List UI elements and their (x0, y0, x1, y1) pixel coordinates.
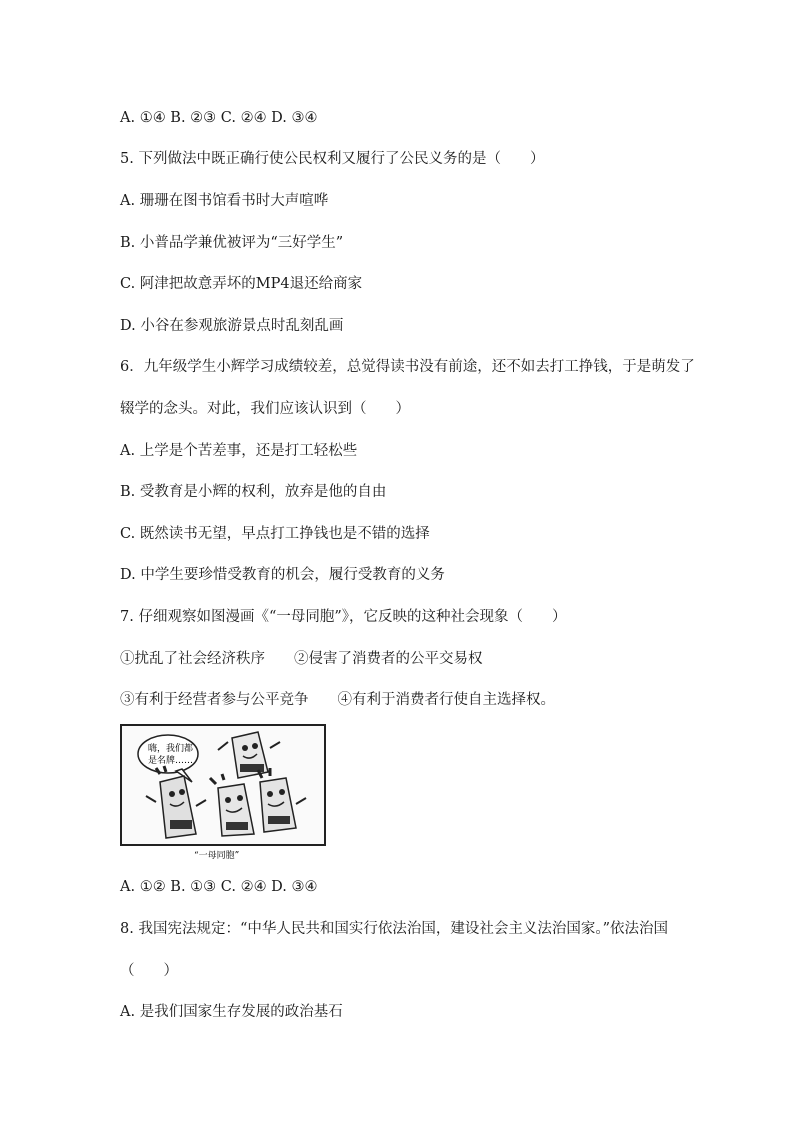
q6-stem-line1: 6．九年级学生小辉学习成绩较差，总觉得读书没有前途，还不如去打工挣钱，于是萌发了 (120, 359, 695, 375)
q5-option-c: C. 阿津把故意弄坏的MP4退还给商家 (120, 276, 363, 292)
q6-option-b: B. 受教育是小辉的权利，放弃是他的自由 (120, 484, 387, 500)
q5-stem: 5. 下列做法中既正确行使公民权利又履行了公民义务的是（ ） (120, 151, 545, 167)
q5-option-a: A. 珊珊在图书馆看书时大声喧哗 (120, 193, 329, 209)
speech-line-1: 嗨，我们都 (148, 744, 194, 754)
q6-stem-line2: 辍学的念头。对此，我们应该认识到（ ） (120, 401, 410, 417)
q7-options: A. ①② B. ①③ C. ②④ D. ③④ (120, 879, 318, 895)
cartoon-caption: “一母同胞” (194, 851, 240, 861)
q5-option-d: D. 小谷在参观旅游景点时乱刻乱画 (120, 318, 344, 334)
q8-stem-line1: 8. 我国宪法规定：“中华人民共和国实行依法治国，建设社会主义法治国家。”依法治国 (120, 921, 669, 937)
q8-stem-line2: （ ） (120, 963, 178, 979)
q7-statements-1: ①扰乱了社会经济秩序 ②侵害了消费者的公平交易权 (120, 651, 483, 667)
q7-statements-2: ③有利于经营者参与公平竞争 ④有利于消费者行使自主选择权。 (120, 692, 555, 708)
q4-options: A. ①④ B. ②③ C. ②④ D. ③④ (120, 110, 318, 126)
q7-stem: 7. 仔细观察如图漫画《“一母同胞”》，它反映的这种社会现象（ ） (120, 609, 567, 625)
q6-option-d: D. 中学生要珍惜受教育的机会，履行受教育的义务 (120, 567, 445, 583)
q5-option-b: B. 小普品学兼优被评为“三好学生” (120, 235, 344, 251)
q6-option-c: C. 既然读书无望，早点打工挣钱也是不错的选择 (120, 526, 430, 542)
q8-option-a: A. 是我们国家生存发展的政治基石 (120, 1004, 343, 1020)
cartoon-image (120, 724, 326, 864)
speech-line-2: 是名牌…… (148, 756, 194, 766)
q6-option-a: A. 上学是个苦差事，还是打工轻松些 (120, 443, 358, 459)
